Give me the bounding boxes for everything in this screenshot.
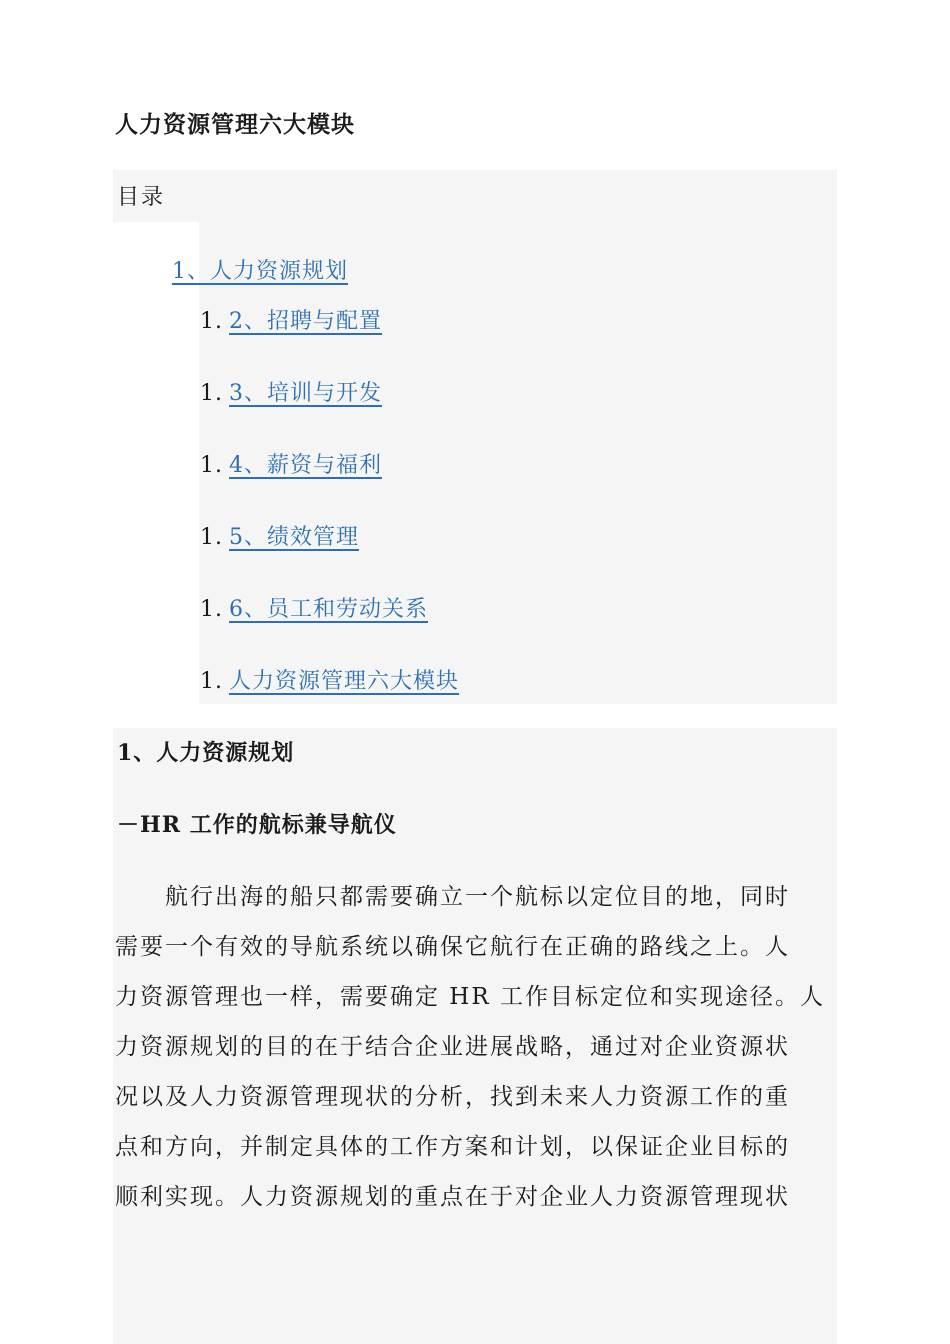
toc-item-number: 1. (200, 309, 223, 334)
paragraph-line: 顺利实现。人力资源规划的重点在于对企业人力资源管理现状 (115, 1184, 790, 1210)
paragraph-line: 需要一个有效的导航系统以确保它航行在正确的路线之上。人 (115, 934, 790, 960)
paragraph-line: 航行出海的船只都需要确立一个航标以定位目的地，同时 (115, 884, 790, 910)
toc-item-recruitment (200, 304, 382, 335)
paragraph-line: 力资源规划的目的在于结合企业进展战略，通过对企业资源状 (115, 1034, 790, 1060)
toc-item-six-modules (200, 664, 459, 695)
paragraph-line: 点和方向，并制定具体的工作方案和计划，以保证企业目标的 (115, 1134, 790, 1160)
toc-indent-area (113, 222, 199, 704)
section-subtitle: －HR 工作的航标兼导航仪 (117, 812, 397, 838)
toc-link-hr-planning[interactable]: 1、人力资源规划 (172, 259, 348, 284)
toc-item-labor-relations (200, 592, 428, 623)
toc-link-compensation[interactable]: 4、薪资与福利 (229, 453, 382, 478)
toc-item-compensation (200, 448, 382, 479)
toc-item-number: 1. (200, 525, 223, 550)
document-title: 人力资源管理六大模块 (115, 111, 355, 138)
toc-link-labor-relations[interactable]: 6、员工和劳动关系 (229, 597, 428, 622)
toc-heading: 目录 (117, 185, 166, 210)
toc-item-training (200, 376, 382, 407)
paragraph-line: 况以及人力资源管理现状的分析，找到未来人力资源工作的重 (115, 1084, 790, 1110)
toc-item-number: 1. (200, 597, 223, 622)
toc-link-recruitment[interactable]: 2、招聘与配置 (229, 309, 382, 334)
toc-panel (113, 170, 837, 704)
paragraph-line: 力资源管理也一样，需要确定 HR 工作目标定位和实现途径。人 (115, 984, 825, 1010)
toc-link-training[interactable]: 3、培训与开发 (229, 381, 382, 406)
toc-link-six-modules[interactable]: 人力资源管理六大模块 (229, 669, 460, 694)
toc-item-number: 1. (200, 381, 223, 406)
toc-item-performance (200, 520, 359, 551)
toc-item-number: 1. (200, 453, 223, 478)
toc-link-performance[interactable]: 5、绩效管理 (229, 525, 359, 550)
toc-item-number: 1. (200, 669, 223, 694)
section-title: 1、人力资源规划 (117, 740, 295, 766)
